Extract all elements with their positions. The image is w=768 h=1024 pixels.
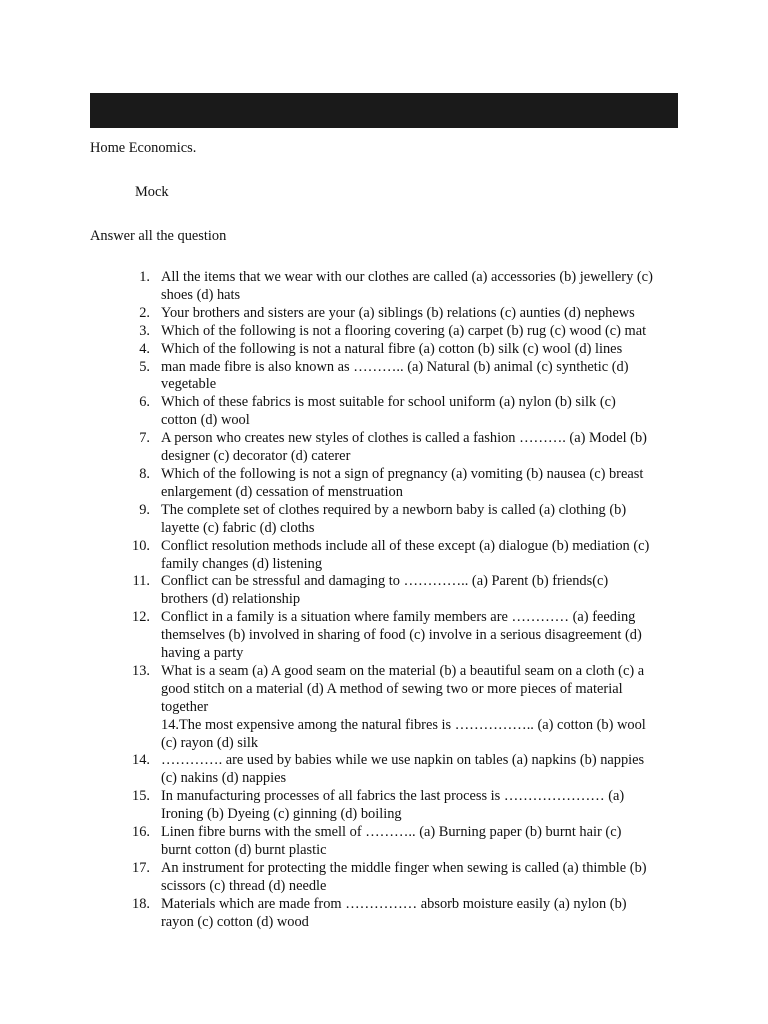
question-text-line: Conflict resolution methods include all of these except (a) dialogue (b) mediation (c) — [161, 537, 650, 554]
question-text-line: man made fibre is also known as ……….. (a) Natural (b) animal (c) synthetic (d) — [161, 358, 629, 375]
question-text-line: vegetable — [161, 376, 217, 393]
question-text — [161, 394, 676, 430]
question-text-line: Conflict can be stressful and damaging to ………….. (a) Parent (b) friends(c) — [161, 573, 609, 590]
question-item — [0, 752, 768, 788]
question-number: 18. — [132, 895, 150, 912]
question-text — [161, 609, 676, 663]
question-text-line: good stitch on a material (d) A method of sewing two or more pieces of material — [161, 680, 623, 697]
question-text — [161, 538, 676, 574]
subject-title: Home Economics. — [90, 140, 197, 156]
question-number: 15. — [132, 788, 150, 805]
question-text-line: Linen fibre burns with the smell of ……….. (a) Burning paper (b) burnt hair (c) — [161, 824, 622, 841]
question-text-line: shoes (d) hats — [161, 286, 241, 303]
question-text-line: (c) nakins (d) nappies — [161, 770, 287, 787]
question-text-line: The complete set of clothes required by a newborn baby is called (a) clothing (b) — [161, 501, 627, 518]
question-text-line: What is a seam (a) A good seam on the material (b) a beautiful seam on a cloth (c) a — [161, 662, 645, 679]
question-text — [161, 502, 676, 538]
question-number: 8. — [139, 465, 150, 482]
question-list — [0, 269, 768, 932]
question-item — [0, 359, 768, 395]
instruction-text: Answer all the question — [90, 228, 227, 244]
question-text-line: cotton (d) wool — [161, 412, 250, 429]
question-text — [161, 305, 676, 323]
question-number: 12. — [132, 609, 150, 626]
question-number: 17. — [132, 859, 150, 876]
header-bar — [90, 93, 678, 128]
question-number: 9. — [139, 501, 150, 518]
question-text-line: together — [161, 698, 209, 715]
question-text-line: layette (c) fabric (d) cloths — [161, 519, 315, 536]
question-text-line: A person who creates new styles of clothes is called a fashion ………. (a) Model (b) — [161, 430, 647, 447]
question-number: 7. — [139, 430, 150, 447]
question-text-line: rayon (c) cotton (d) wood — [161, 913, 309, 930]
question-text — [161, 269, 676, 305]
question-text — [161, 788, 676, 824]
question-item — [0, 896, 768, 932]
question-item — [0, 538, 768, 574]
question-item — [0, 430, 768, 466]
question-text — [161, 860, 676, 896]
question-text-line: Conflict in a family is a situation where family members are ………… (a) feeding — [161, 609, 636, 626]
question-number: 6. — [139, 394, 150, 411]
question-text-line: Which of the following is not a sign of pregnancy (a) vomiting (b) nausea (c) breast — [161, 465, 644, 482]
question-text-line: Materials which are made from …………… absorb moisture easily (a) nylon (b) — [161, 895, 627, 912]
question-text-line: scissors (c) thread (d) needle — [161, 877, 327, 894]
question-text — [161, 663, 676, 753]
question-text-line: 14.The most expensive among the natural fibres is …………….. (a) cotton (b) wool — [161, 716, 646, 733]
question-text-line: themselves (b) involved in sharing of food (c) involve in a serious disagreement (d) — [161, 627, 642, 644]
question-item — [0, 502, 768, 538]
question-text-line: Which of these fabrics is most suitable for school uniform (a) nylon (b) silk (c) — [161, 394, 616, 411]
question-text-line: family changes (d) listening — [161, 555, 323, 572]
question-text — [161, 359, 676, 395]
question-number: 16. — [132, 824, 150, 841]
question-item — [0, 663, 768, 753]
question-item — [0, 788, 768, 824]
question-text — [161, 323, 676, 341]
question-text-line: Your brothers and sisters are your (a) siblings (b) relations (c) aunties (d) nephews — [161, 304, 635, 321]
question-item — [0, 824, 768, 860]
question-number: 10. — [132, 537, 150, 554]
question-item — [0, 323, 768, 341]
question-text-line: Ironing (b) Dyeing (c) ginning (d) boiling — [161, 806, 402, 823]
question-text-line: An instrument for protecting the middle finger when sewing is called (a) thimble (b) — [161, 859, 647, 876]
question-item — [0, 394, 768, 430]
question-text-line: Which of the following is not a flooring covering (a) carpet (b) rug (c) wood (c) mat — [161, 322, 647, 339]
question-text-line: burnt cotton (d) burnt plastic — [161, 842, 327, 858]
question-text — [161, 824, 676, 860]
question-text-line: designer (c) decorator (d) caterer — [161, 448, 351, 465]
question-text-line: …………. are used by babies while we use napkin on tables (a) napkins (b) nappies — [161, 752, 645, 769]
question-item — [0, 305, 768, 323]
question-text-line: enlargement (d) cessation of menstruation — [161, 483, 403, 500]
question-number: 5. — [139, 358, 150, 375]
question-text — [161, 430, 676, 466]
question-number: 3. — [139, 322, 150, 339]
question-number: 13. — [132, 662, 150, 679]
question-text — [161, 752, 676, 788]
question-text — [161, 896, 676, 932]
question-item — [0, 573, 768, 609]
exam-type-label: Mock — [135, 184, 169, 200]
question-number: 2. — [139, 304, 150, 321]
question-item — [0, 860, 768, 896]
question-text-line: brothers (d) relationship — [161, 591, 301, 608]
question-text-line: having a party — [161, 645, 244, 662]
question-text-line: All the items that we wear with our clothes are called (a) accessories (b) jewellery (c) — [161, 269, 653, 285]
question-number: 14. — [132, 752, 150, 769]
question-item — [0, 466, 768, 502]
question-text-line: In manufacturing processes of all fabrics the last process is ………………… (a) — [161, 788, 625, 805]
question-text — [161, 341, 676, 359]
question-text-line: (c) rayon (d) silk — [161, 734, 259, 751]
question-item — [0, 609, 768, 663]
question-item — [0, 269, 768, 305]
question-text — [161, 466, 676, 502]
question-number: 11. — [132, 573, 150, 590]
question-text-line: Which of the following is not a natural fibre (a) cotton (b) silk (c) wool (d) lines — [161, 340, 623, 357]
question-text — [161, 573, 676, 609]
question-number: 4. — [139, 340, 150, 357]
question-number: 1. — [139, 269, 150, 285]
question-item — [0, 341, 768, 359]
